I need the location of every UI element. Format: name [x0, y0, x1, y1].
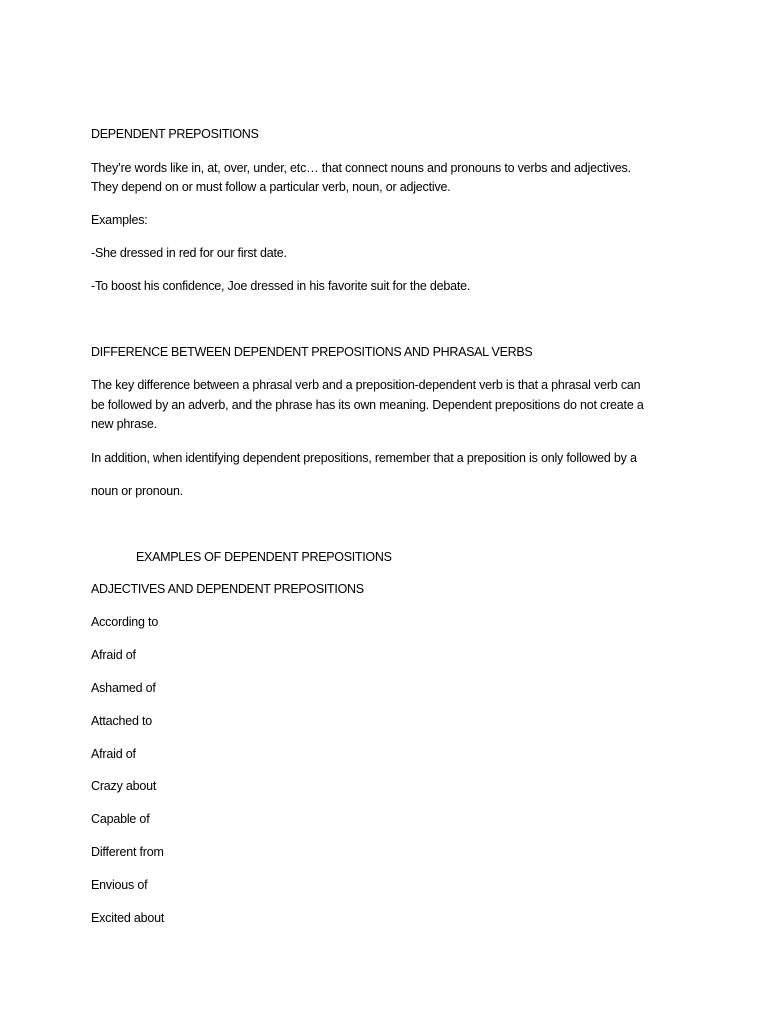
- difference-paragraph-line: be followed by an adverb, and the phrase has its own meaning. Dependent prepositions do not create a: [91, 398, 644, 412]
- intro-paragraph-line: They depend on or must follow a particular verb, noun, or adjective.: [91, 180, 451, 194]
- subheading-adjectives: ADJECTIVES AND DEPENDENT PREPOSITIONS: [91, 582, 364, 596]
- section-heading-difference: DIFFERENCE BETWEEN DEPENDENT PREPOSITIONS AND PHRASAL VERBS: [91, 345, 533, 359]
- list-item: Ashamed of: [91, 681, 156, 695]
- intro-paragraph-line: They’re words like in, at, over, under, etc… that connect nouns and pronouns to verbs and adjectives.: [91, 161, 631, 175]
- difference-paragraph-line: The key difference between a phrasal verb and a preposition-dependent verb is that a phrasal verb can: [91, 378, 641, 392]
- list-item: Capable of: [91, 812, 150, 826]
- addition-paragraph-line: noun or pronoun.: [91, 484, 184, 498]
- section-heading-examples: EXAMPLES OF DEPENDENT PREPOSITIONS: [136, 550, 392, 564]
- list-item: Attached to: [91, 714, 153, 728]
- list-item: Crazy about: [91, 779, 157, 793]
- example-sentence: -To boost his confidence, Joe dressed in his favorite suit for the debate.: [91, 279, 471, 293]
- examples-label: Examples:: [91, 213, 148, 227]
- list-item: According to: [91, 615, 159, 629]
- list-item: Afraid of: [91, 648, 136, 662]
- list-item: Different from: [91, 845, 164, 859]
- example-sentence: -She dressed in red for our first date.: [91, 246, 287, 260]
- section-heading-dependent-prepositions: DEPENDENT PREPOSITIONS: [91, 127, 259, 141]
- addition-paragraph-line: In addition, when identifying dependent prepositions, remember that a preposition is only followed by a: [91, 451, 637, 465]
- list-item: Envious of: [91, 878, 148, 892]
- list-item: Afraid of: [91, 747, 136, 761]
- difference-paragraph-line: new phrase.: [91, 417, 157, 431]
- list-item: Excited about: [91, 911, 165, 925]
